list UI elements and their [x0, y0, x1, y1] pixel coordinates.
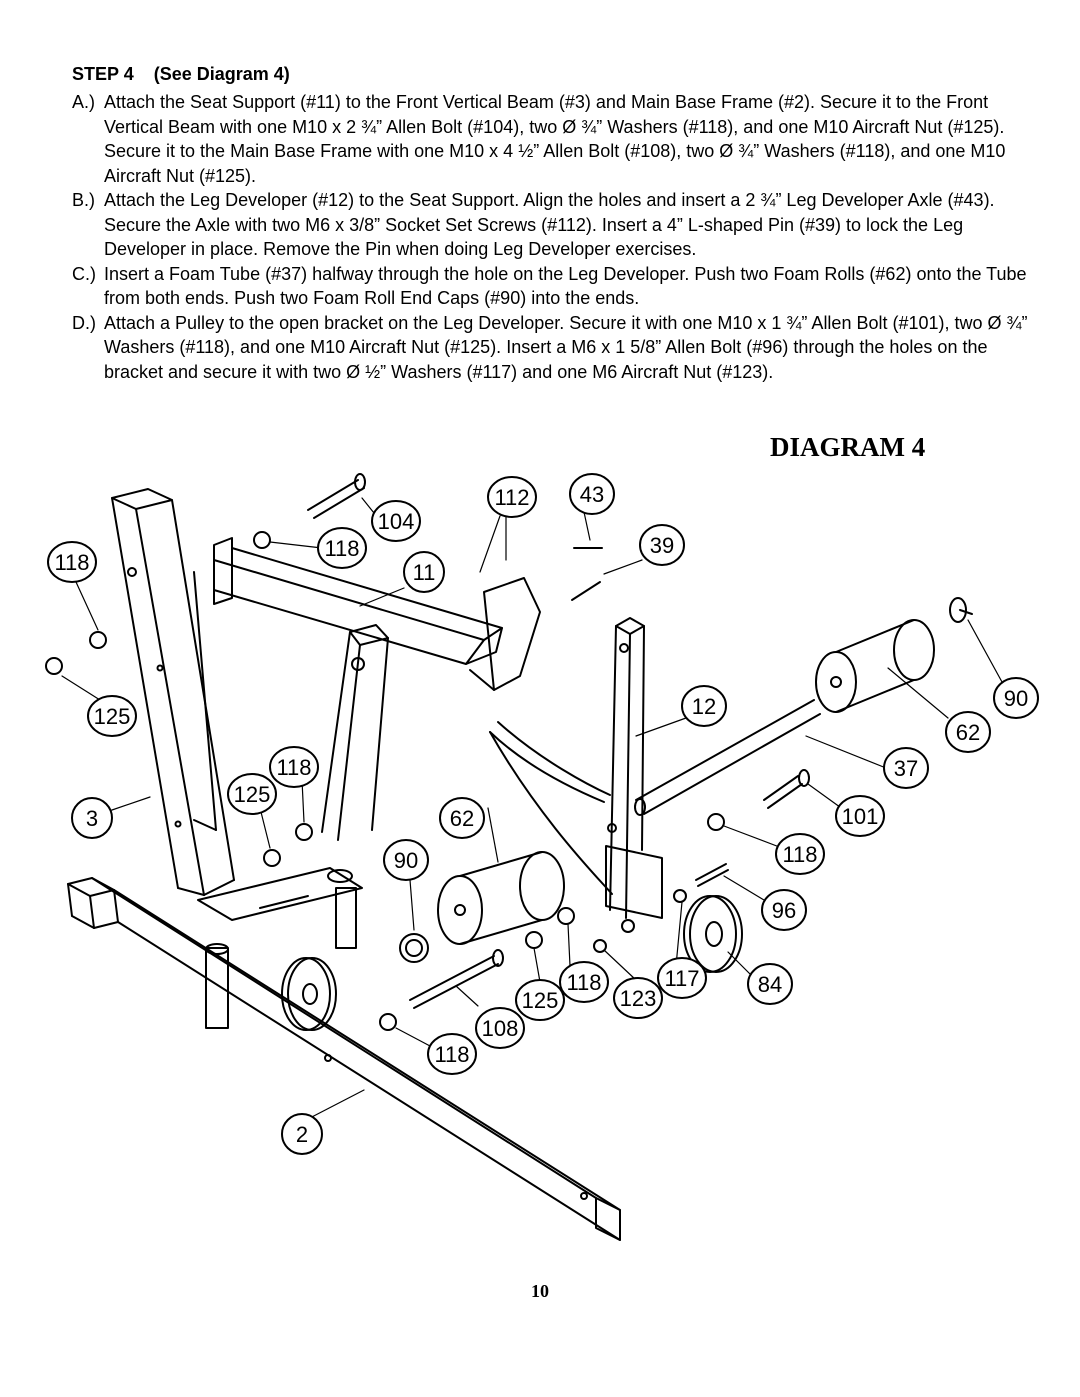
callout-12 — [682, 686, 726, 726]
instruction-letter: A.) — [72, 92, 96, 112]
callout-3 — [72, 798, 112, 838]
callout-118-right — [776, 834, 824, 874]
callout-label: 11 — [412, 560, 436, 585]
callout-label: 90 — [393, 848, 419, 873]
callout-90-right — [994, 678, 1038, 718]
callout-label: 39 — [649, 533, 675, 558]
callout-label: 117 — [664, 966, 700, 991]
callout-label: 118 — [566, 970, 602, 995]
callout-label: 37 — [893, 756, 919, 781]
callout-label: 3 — [85, 806, 99, 831]
callout-label: 90 — [1003, 686, 1029, 711]
instruction-letter: B.) — [72, 190, 96, 210]
step-heading: STEP 4 (See Diagram 4) — [72, 64, 290, 84]
instruction-text: Attach the Seat Support (#11) to the Front Vertical Beam (#3) and Main Base Frame (#2). Secure it to the Front Vertical Beam with one M10 x 2 ¾” Allen Bolt (#104), two Ø ¾” Washers (#118), and one M10 Aircraft Nut (#125). Secure it to the Main Base Frame with one M10 x 4 ½” Allen Bolt (#108), two Ø ¾” Washers (#118), and one M10 Aircraft Nut (#125). — [104, 92, 1006, 186]
callout-label: 125 — [521, 988, 559, 1013]
callout-label: 104 — [377, 509, 415, 534]
washers-and-nuts — [46, 532, 724, 1030]
callout-96 — [762, 890, 806, 930]
leg-developer — [490, 618, 662, 918]
callout-118-mid — [270, 747, 318, 787]
callout-label: 96 — [771, 898, 797, 923]
callout-label: 118 — [54, 550, 90, 575]
callout-label: 125 — [233, 782, 271, 807]
callout-118-bottom — [560, 962, 608, 1002]
callout-108 — [476, 1008, 524, 1048]
callout-112 — [488, 477, 536, 517]
main-base-frame — [68, 868, 620, 1240]
callout-39 — [640, 525, 684, 565]
callout-104 — [372, 501, 420, 541]
callout-label: 101 — [841, 804, 879, 829]
callout-label: 62 — [449, 806, 475, 831]
callout-117 — [658, 958, 706, 998]
callout-label: 118 — [782, 842, 818, 867]
page-number: 10 — [531, 1281, 549, 1301]
callout-label: 112 — [494, 485, 530, 510]
instruction-text: Insert a Foam Tube (#37) halfway through the hole on the Leg Developer. Push two Foam Rolls (#62) onto the Tube from both ends. Push two Foam Roll End Caps (#90) into the ends. — [104, 263, 1027, 308]
instruction-text: Attach a Pulley to the open bracket on the Leg Developer. Secure it with one M10 x 1 ¾” Allen Bolt (#101), two Ø ¾” Washers (#118), and one M10 Aircraft Nut (#125). Insert a M6 x 1 5/8” Allen Bolt (#96) through the holes on the bracket and secure it with two Ø ½” Washers (#117) and one M6 Aircraft Nut (#123). — [104, 312, 1028, 382]
callout-label: 62 — [955, 720, 981, 745]
foam-end-caps — [400, 598, 972, 962]
callout-label: 125 — [93, 704, 131, 729]
callout-label: 123 — [619, 986, 657, 1011]
callout-2 — [282, 1114, 322, 1154]
callout-118-base — [428, 1034, 476, 1074]
foam-tube — [635, 700, 820, 815]
callout-90-left — [384, 840, 428, 880]
callout-label: 2 — [295, 1122, 309, 1147]
diagram-title: DIAGRAM 4 — [770, 432, 926, 462]
instruction-letter: D.) — [72, 312, 96, 333]
callout-label: 43 — [579, 482, 605, 507]
front-vertical-beam — [112, 489, 234, 895]
callout-label: 12 — [691, 694, 717, 719]
foam-roll-left — [438, 852, 564, 944]
bolts — [308, 474, 809, 1008]
foam-roll-right — [816, 620, 934, 712]
callout-118-left — [48, 542, 96, 582]
callout-123 — [614, 978, 662, 1018]
callout-43 — [570, 474, 614, 514]
callout-label: 118 — [434, 1042, 470, 1067]
callout-11 — [404, 552, 444, 592]
callout-125-left — [88, 696, 136, 736]
callout-label: 118 — [324, 536, 360, 561]
callout-125-mid — [228, 774, 276, 814]
callout-37 — [884, 748, 928, 788]
callout-label: 118 — [276, 755, 312, 780]
pulley-left — [282, 958, 336, 1030]
callout-118-top — [318, 528, 366, 568]
instruction-text: Attach the Leg Developer (#12) to the Seat Support. Align the holes and insert a 2 ¾” Leg Developer Axle (#43). Secure the Axle with two M6 x 3/8” Socket Set Screws (#112). Insert a 4” L-shaped Pin (#39) to lock the Leg Developer in place. Remove the Pin when doing Leg Developer exercises. — [104, 190, 995, 259]
callout-101 — [836, 796, 884, 836]
callout-label: 84 — [757, 972, 783, 997]
callout-84 — [748, 964, 792, 1004]
callout-125-bottom — [516, 980, 564, 1020]
instruction-letter: C.) — [72, 263, 96, 284]
callout-62-left — [440, 798, 484, 838]
callout-62-right — [946, 712, 990, 752]
callout-label: 108 — [481, 1016, 519, 1041]
